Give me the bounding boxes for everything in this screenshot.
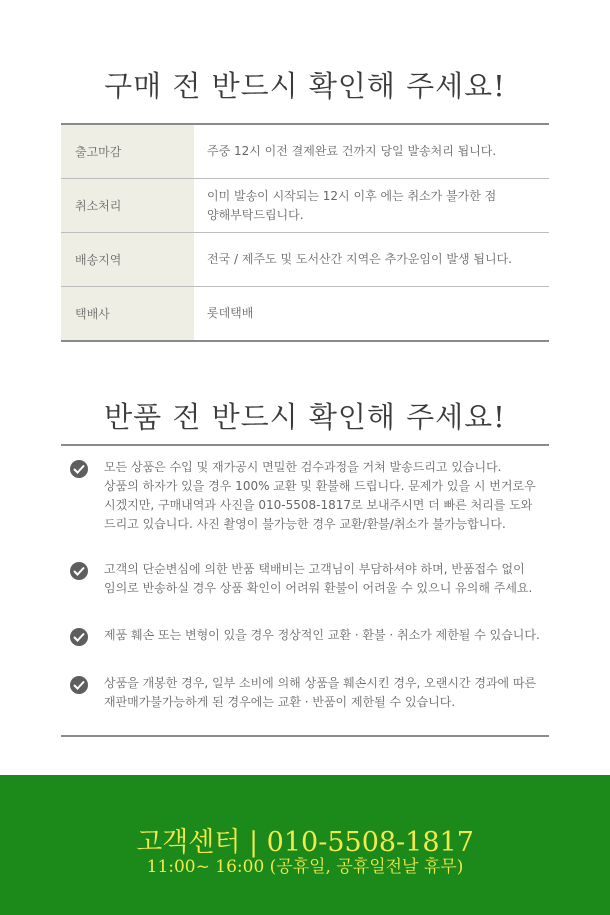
table-row — [61, 179, 549, 233]
row-value — [194, 179, 549, 232]
row-value-line: 이미 발송이 시작되는 12시 이후 에는 취소가 불가한 점 — [207, 188, 497, 203]
section-divider — [61, 444, 549, 446]
check-circle-icon — [70, 628, 88, 646]
customer-center-phone: 고객센터 | 010-5508-1817 — [136, 827, 474, 858]
table-row — [61, 233, 549, 287]
customer-center-footer — [0, 775, 610, 915]
row-label: 출고마감 — [61, 125, 194, 178]
notice-line: 시겠지만, 구매내역과 사진을 010-5508-1817로 보내주시면 더 빠른 처리를 도와 — [104, 498, 533, 512]
notice-line: 제품 훼손 또는 변형이 있을 경우 정상적인 교환 · 환불 · 취소가 제한될 수 있습니다. — [104, 628, 540, 642]
customer-center-hours: 11:00~ 16:00 (공휴일, 공휴일전날 휴무) — [146, 857, 464, 877]
row-label: 취소처리 — [61, 179, 194, 232]
row-value: 주중 12시 이전 결제완료 건까지 당일 발송처리 됩니다. — [207, 144, 497, 158]
table-row — [61, 123, 549, 179]
notice-item — [70, 626, 540, 646]
notice-line: 드리고 있습니다. 사진 촬영이 불가능한 경우 교환/환불/취소가 불가능합니다. — [104, 517, 506, 531]
notice-item — [70, 674, 540, 712]
notice-line: 임의로 반송하실 경우 상품 확인이 어려워 환불이 어려울 수 있으니 유의해 주세요. — [104, 581, 533, 595]
notice-line: 상품의 하자가 있을 경우 100% 교환 및 환불해 드립니다. 문제가 있을 시 번거로우 — [104, 479, 536, 493]
notice-text — [104, 560, 532, 598]
notice-text — [104, 458, 536, 534]
check-circle-icon — [70, 676, 88, 694]
check-circle-icon — [70, 562, 88, 580]
notice-line: 모든 상품은 수입 및 재가공시 면밀한 검수과정을 거쳐 발송드리고 있습니다. — [104, 460, 502, 474]
check-circle-icon — [70, 460, 88, 478]
row-value: 전국 / 제주도 및 도서산간 지역은 추가운임이 발생 됩니다. — [207, 252, 512, 266]
notice-text — [104, 626, 540, 646]
notice-item — [70, 458, 540, 534]
notice-line: 고객의 단순변심에 의한 반품 택배비는 고객님이 부담하셔야 하며, 반품접수 없이 — [104, 562, 525, 576]
notice-line: 상품을 개봉한 경우, 일부 소비에 의해 상품을 훼손시킨 경우, 오랜시간 경과에 따른 — [104, 676, 537, 690]
purchase-info-table — [61, 123, 549, 342]
notice-text — [104, 674, 536, 712]
row-label: 택배사 — [61, 287, 194, 340]
row-value-line: 양해부탁드립니다. — [207, 207, 304, 222]
purchase-title: 구매 전 반드시 확인해 주세요! — [104, 69, 506, 103]
row-label: 배송지역 — [61, 233, 194, 286]
notice-line: 재판매가불가능하게 된 경우에는 교환 · 반품이 제한될 수 있습니다. — [104, 695, 456, 709]
row-value: 롯데택배 — [207, 306, 254, 320]
section-divider — [61, 735, 549, 737]
notice-item — [70, 560, 540, 598]
return-title: 반품 전 반드시 확인해 주세요! — [104, 400, 506, 434]
table-row — [61, 287, 549, 342]
